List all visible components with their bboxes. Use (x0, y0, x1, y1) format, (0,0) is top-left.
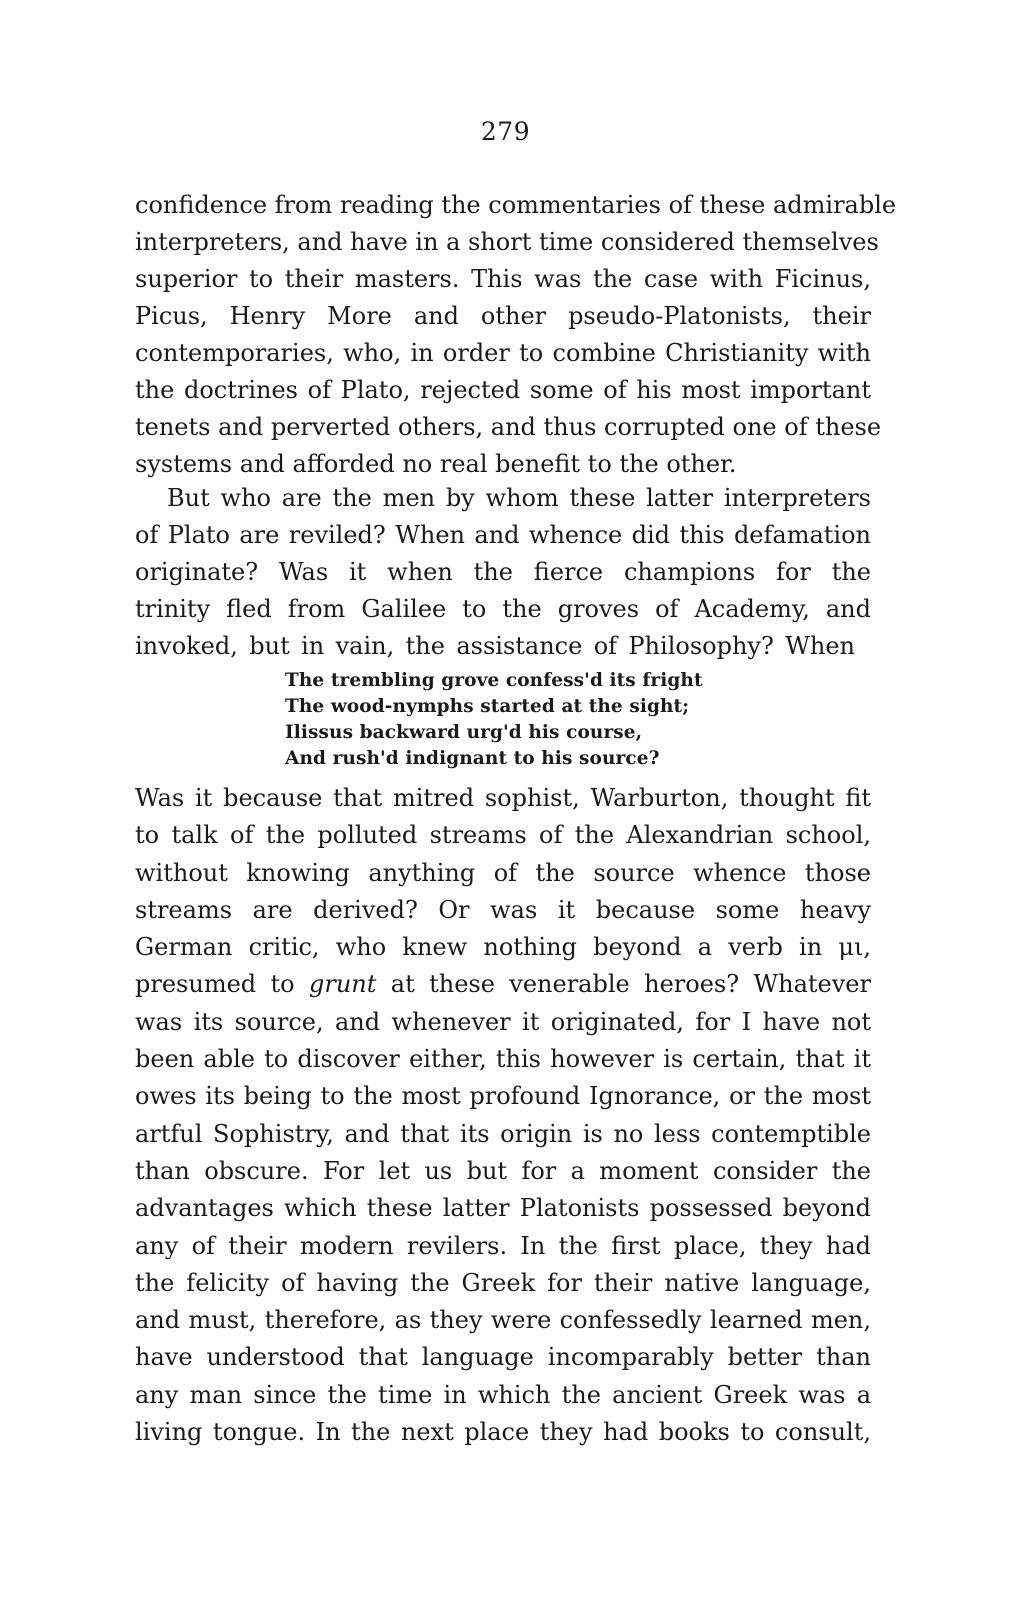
text-line: But who are the men by whom these latter interpreters (167, 484, 871, 512)
verse-quotation (285, 668, 725, 772)
text-line: advantages which these latter Platonists possessed beyond (135, 1194, 871, 1223)
text-line: confidence from reading the commentaries of these admirable (135, 191, 897, 219)
text-line: of Plato are reviled? When and whence did this defamation (135, 521, 871, 549)
paragraph-2 (135, 480, 871, 665)
verse-line: Ilissus backward urg'd his course, (285, 722, 643, 743)
text-line (135, 966, 871, 1003)
text-line: artful Sophistry, and that its origin is no less contemptible (135, 1119, 871, 1148)
verse-line: The trembling grove confess'd its fright (285, 670, 703, 691)
italic-word: grunt (308, 970, 377, 999)
text-line: living tongue. In the next place they had books to consult, (135, 1418, 871, 1447)
text-line: invoked, but in vain, the assistance of Philosophy? When (135, 632, 855, 660)
text-line: interpreters, and have in a short time considered themselves (135, 228, 879, 256)
text-line: contemporaries, who, in order to combine Christianity with (135, 339, 871, 367)
text-line: superior to their masters. This was the case with Ficinus, (135, 265, 871, 293)
text-line: have understood that language incomparably better than (135, 1343, 871, 1372)
verse-line: The wood-nymphs started at the sight; (285, 696, 690, 717)
text-line: was its source, and whenever it originated, for I have not (135, 1007, 871, 1036)
text-line: and must, therefore, as they were confessedly learned men, (135, 1306, 871, 1335)
text-line: German critic, who knew nothing beyond a verb in μι, (135, 933, 871, 962)
verse-line: And rush'd indignant to his source? (285, 748, 660, 769)
text-line: without knowing anything of the source whence those (135, 858, 871, 887)
text-line: systems and afforded no real benefit to the other. (135, 450, 737, 478)
text-line: originate? Was it when the fierce champions for the (135, 558, 871, 586)
text-line: any man since the time in which the ancient Greek was a (135, 1380, 871, 1409)
text-line: the doctrines of Plato, rejected some of his most important (135, 376, 871, 404)
text-segment: presumed to (135, 970, 295, 999)
text-line: to talk of the polluted streams of the Alexandrian school, (135, 821, 871, 850)
text-line: Was it because that mitred sophist, Warburton, thought fit (135, 784, 871, 812)
text-line: the felicity of having the Greek for their native language, (135, 1268, 871, 1297)
text-line: streams are derived? Or was it because some heavy (135, 895, 871, 924)
text-line: any of their modern revilers. In the first place, they had (135, 1231, 871, 1260)
text-line: Picus, Henry More and other pseudo-Platonists, their (135, 302, 871, 330)
paragraph-3 (135, 780, 871, 1451)
paragraph-1 (135, 187, 897, 483)
page-number: 279 (480, 117, 531, 146)
text-line: tenets and perverted others, and thus corrupted one of these (135, 413, 882, 441)
text-line: trinity fled from Galilee to the groves of Academy, and (135, 595, 871, 623)
text-line: been able to discover either, this however is certain, that it (135, 1045, 871, 1074)
text-line: than obscure. For let us but for a moment consider the (135, 1156, 871, 1185)
text-segment: at these venerable heroes? Whatever (390, 970, 871, 999)
text-line: owes its being to the most profound Ignorance, or the most (135, 1082, 871, 1111)
